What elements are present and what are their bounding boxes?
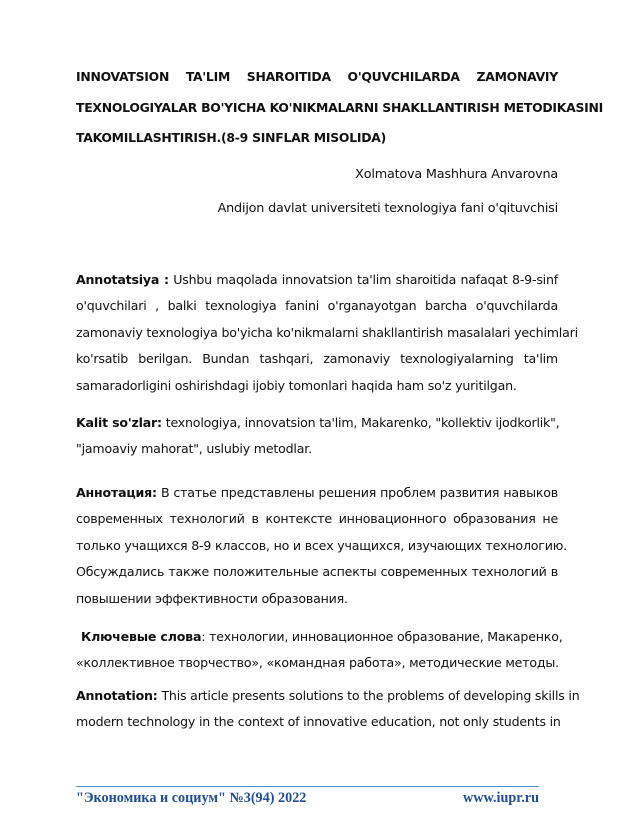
article-title	[76, 62, 603, 154]
journal-name: "Экономика и социум" №3(94) 2022	[76, 790, 307, 806]
title-line: TEXNOLOGIYALAR BO'YICHA KO'NIKMALARNI SHAKLLANTIRISH METODIKASINI	[76, 99, 603, 115]
paragraph-line: ko'rsatib berilgan. Bundan tashqari, zamonaviy texnologiyalarning ta'lim	[76, 351, 558, 367]
paragraph-line: samaradorligini oshirishdagi ijobiy tomonlari haqida ham so'z yuritilgan.	[76, 377, 517, 393]
annotation-label: Аннотация:	[76, 485, 157, 500]
paragraph-line: Annotation: This article presents solutions to the problems of developing skills in	[76, 688, 580, 703]
keywords-label: Ключевые слова	[81, 629, 202, 644]
paragraph-line: Kalit so'zlar: texnologiya, innovatsion ta'lim, Makarenko, "kollektiv ijodkorlik",	[76, 415, 560, 430]
author-affiliation: Andijon davlat universiteti texnologiya fani o'qituvchisi	[217, 201, 558, 216]
paragraph-line: только учащихся 8-9 классов, но и всех учащихся, изучающих технологию.	[76, 537, 567, 553]
paragraph-line: Обсуждались также положительные аспекты современных технологий в	[76, 564, 558, 580]
annotation-english	[76, 683, 580, 736]
paragraph-line: повышении эффективности образования.	[76, 590, 348, 606]
author-name: Xolmatova Mashhura Anvarovna	[355, 167, 558, 182]
paragraph-line: "jamoaviy mahorat", uslubiy metodlar.	[76, 441, 312, 457]
paragraph-line: modern technology in the context of innovative education, not only students in	[76, 714, 561, 730]
annotation-label: Annotatsiya :	[76, 272, 169, 287]
paragraph-line: zamonaviy texnologiya bo'yicha ko'nikmalarni shakllantirish masalalari yechimlari	[76, 324, 578, 340]
title-line: TAKOMILLASHTIRISH.(8-9 SINFLAR MISOLIDA)	[76, 130, 386, 145]
annotation-russian	[76, 480, 567, 612]
footer-divider	[76, 786, 539, 787]
title-line: INNOVATSION TA'LIM SHAROITIDA O'QUVCHILARDA ZAMONAVIY	[76, 69, 558, 84]
paragraph-line: o'quvchilari , balki texnologiya fanini o'rganayotgan barcha o'quvchilarda	[76, 298, 558, 314]
keywords-russian	[76, 624, 563, 677]
keywords-label: Kalit so'zlar:	[76, 415, 162, 430]
paragraph-line: Аннотация: В статье представлены решения проблем развития навыков	[76, 485, 558, 500]
paragraph-line: Annotatsiya : Ushbu maqolada innovatsion ta'lim sharoitida nafaqat 8-9-sinf	[76, 272, 558, 287]
annotation-label: Annotation:	[76, 688, 158, 703]
paragraph-line: Ключевые слова: технологии, инновационное образование, Макаренко,	[81, 629, 563, 644]
journal-website: www.iupr.ru	[463, 790, 539, 806]
annotation-uzbek	[76, 267, 578, 399]
paragraph-line: «коллективное творчество», «командная работа», методические методы.	[76, 655, 559, 671]
keywords-uzbek	[76, 410, 558, 463]
paragraph-line: современных технологий в контексте инновационного образования не	[76, 511, 558, 527]
